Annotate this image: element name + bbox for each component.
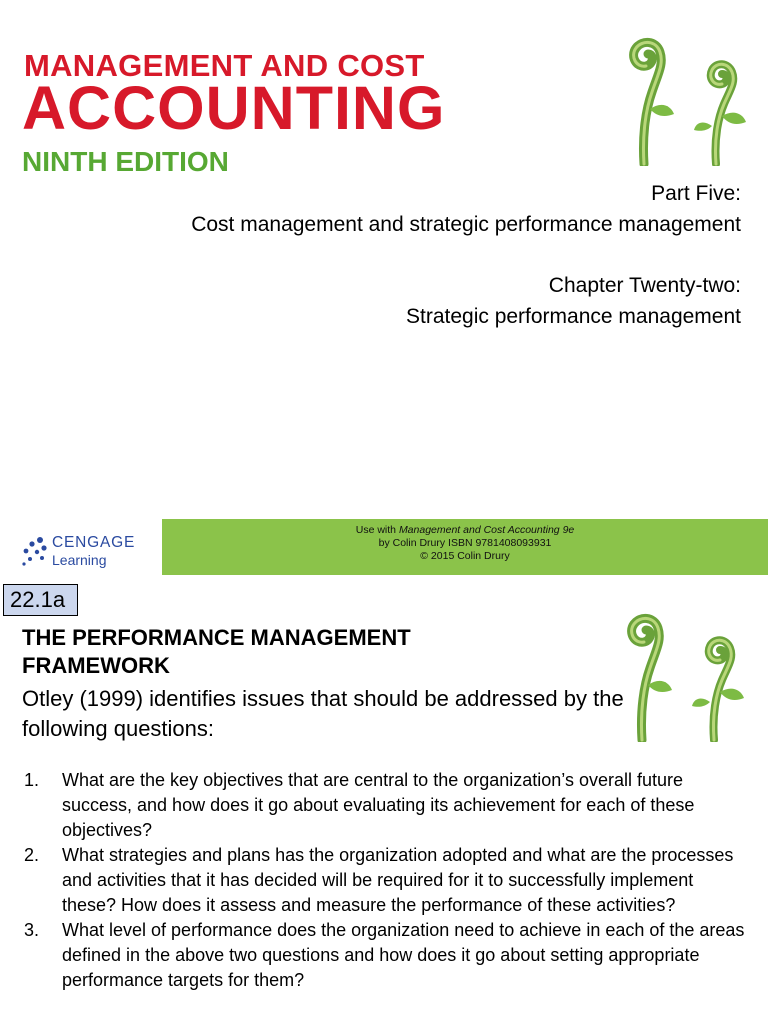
footer-line1: Use with Management and Cost Accounting 9e [355, 524, 575, 536]
question-text: What level of performance does the organization need to achieve in each of the areas defined in the above two questions and how does it go about setting appropriate performance targets for them? [62, 920, 745, 990]
book-title-line2: ACCOUNTING [22, 74, 446, 142]
footer-bar [162, 519, 768, 575]
question-text: What strategies and plans has the organization adopted and what are the processes and activities that it has decided will be required for it to successfully implement these? How does it assess and measure the performance of these activities? [62, 845, 734, 915]
content-slide [0, 580, 768, 1024]
questions-list [22, 768, 752, 993]
cengage-sub: Learning [52, 552, 107, 568]
chapter-title: Strategic performance management [405, 305, 741, 328]
list-item [22, 918, 752, 993]
edition-label: NINTH EDITION [22, 146, 229, 177]
book-title-line1: MANAGEMENT AND COST [24, 48, 425, 83]
cengage-dots-icon [20, 536, 50, 568]
slide-heading: THE PERFORMANCE MANAGEMENT FRAMEWORK [22, 625, 411, 678]
cengage-name: CENGAGE [52, 534, 136, 551]
fern-fiddlehead-icon [612, 14, 762, 166]
footer-line3: © 2015 Colin Drury [420, 550, 510, 562]
footer-text [162, 524, 768, 563]
chapter-label: Chapter Twenty-two: [548, 274, 741, 297]
list-item [22, 843, 752, 918]
part-label: Part Five: [651, 182, 741, 205]
cengage-logo [20, 534, 150, 574]
slide-intro: Otley (1999) identifies issues that should be addressed by the following questions: [22, 686, 624, 741]
question-number: 3. [24, 920, 40, 940]
footer-book-title: Management and Cost Accounting 9e [398, 524, 575, 536]
part-title: Cost management and strategic performance management [191, 213, 741, 236]
question-number: 2. [24, 845, 40, 865]
list-item [22, 768, 752, 843]
question-text: What are the key objectives that are central to the organization’s overall future success, and how does it go about evaluating its achievement for each of these objectives? [62, 770, 695, 840]
slide-number-badge: 22.1a [3, 584, 78, 616]
footer-line2: by Colin Drury ISBN 9781408093931 [378, 537, 552, 549]
question-number: 1. [24, 770, 40, 790]
